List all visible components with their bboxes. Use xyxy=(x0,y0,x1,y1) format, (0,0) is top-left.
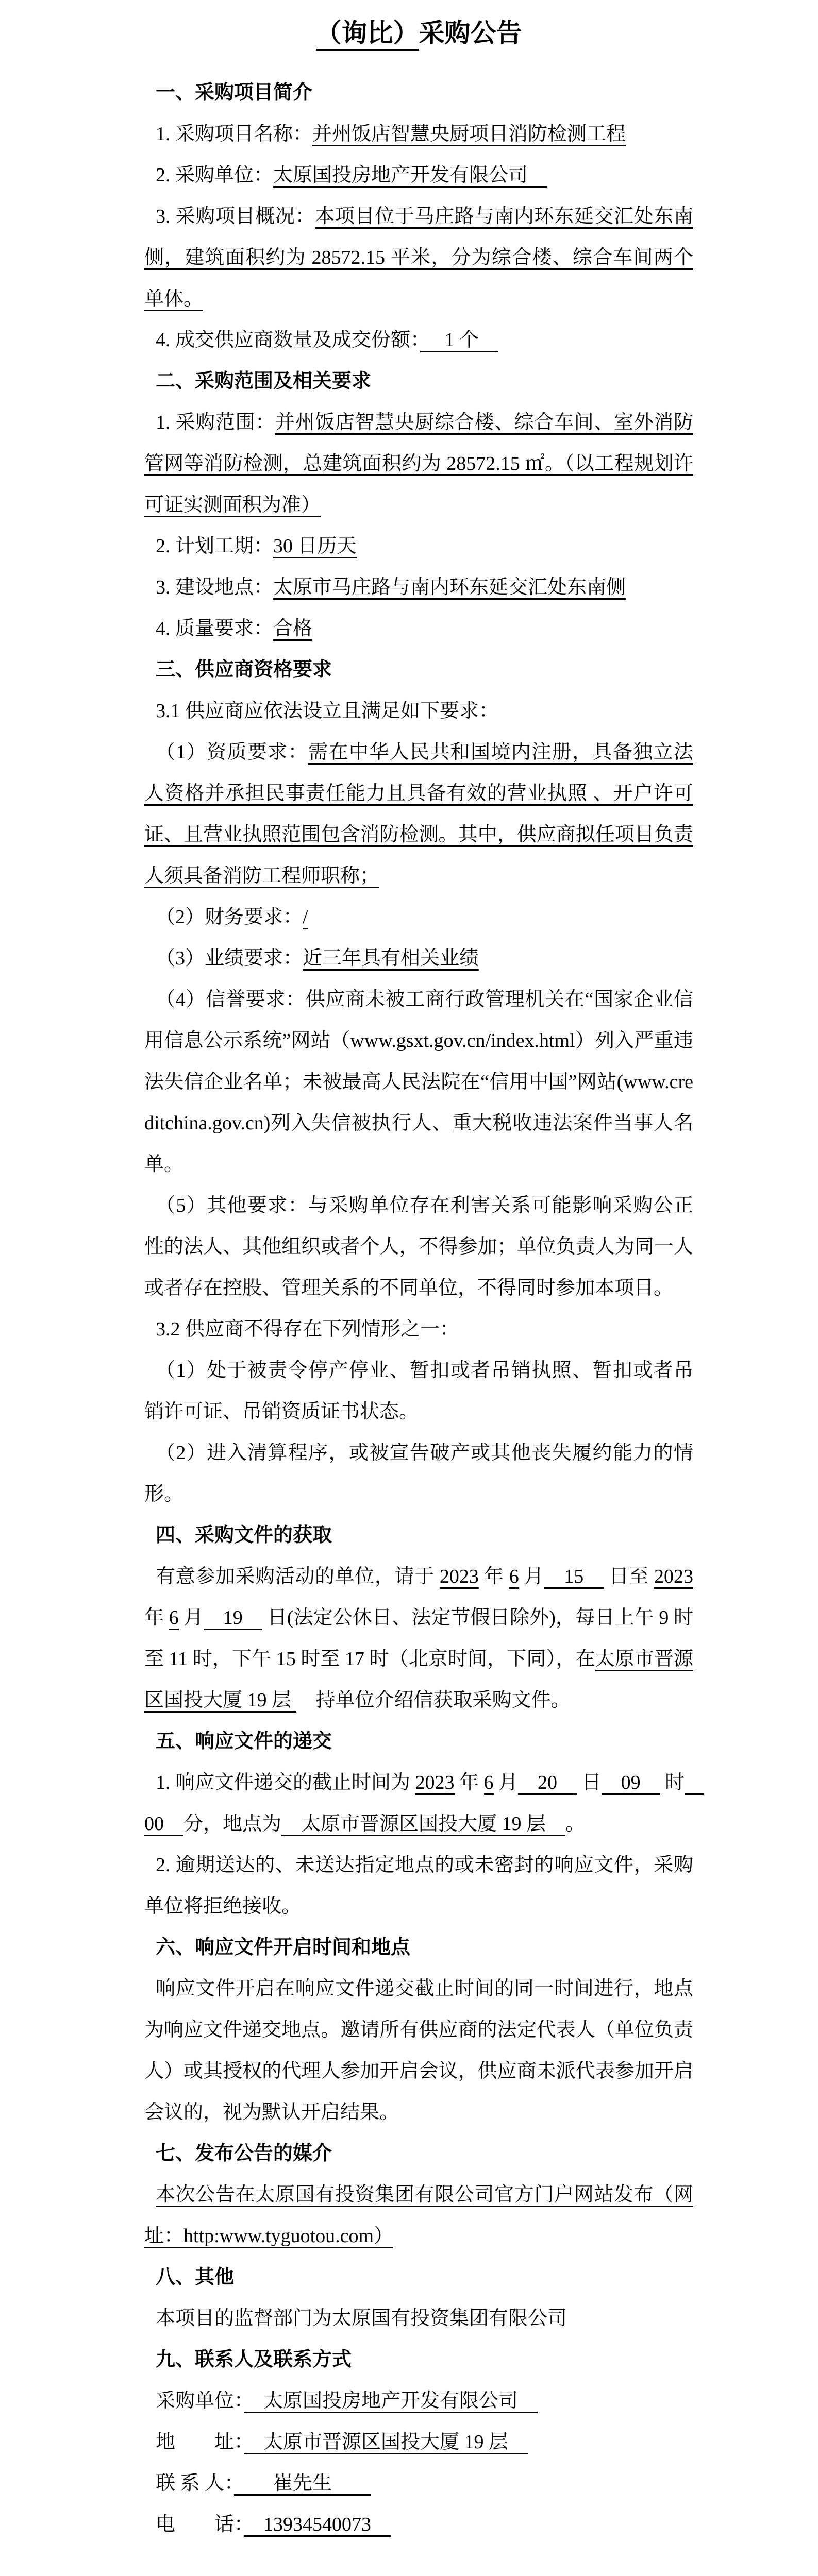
text-run: （2）进入清算程序，或被宣告破产或其他丧失履约能力的情形。 xyxy=(144,1442,693,1505)
paragraph xyxy=(144,319,693,361)
section-heading xyxy=(144,2133,693,2174)
text-run: 1. 采购范围： xyxy=(156,412,275,433)
underlined-value: 并州饭店智慧央厨项目消防检测工程 xyxy=(312,123,626,146)
document-title-underlined: （询比） xyxy=(316,19,419,51)
text-run: 日 xyxy=(577,1772,602,1793)
text-run: （3）业绩要求： xyxy=(156,947,303,969)
text-run: 月 xyxy=(493,1772,519,1793)
text-run: 九、联系人及联系方式 xyxy=(156,2349,352,2370)
text-run: （2）财务要求： xyxy=(156,906,303,928)
text-run: 2. 逾期送达的、未送达指定地点的或未密封的响应文件，采购单位将拒绝接收。 xyxy=(144,1854,693,1917)
text-run: 2. 计划工期： xyxy=(156,535,274,557)
text-run: 1. 采购项目名称： xyxy=(156,123,313,145)
underlined-value: 2023 xyxy=(440,1566,479,1589)
text-run: （1）资质要求： xyxy=(156,741,309,763)
paragraph xyxy=(144,2174,693,2257)
text-run: 3.2 供应商不得存在下列情形之一： xyxy=(156,1318,460,1340)
underlined-value: 太原市晋源区国投大厦 19 层 xyxy=(144,1648,693,1713)
text-run: 3. 采购项目概况： xyxy=(156,206,315,227)
underlined-value: 00 xyxy=(144,1772,704,1836)
text-run: （1）处于被责令停产停业、暂扣或者吊销执照、暂扣或者吊销许可证、吊销资质证书状态。 xyxy=(144,1360,693,1422)
paragraph xyxy=(144,979,693,1185)
underlined-value: 合格 xyxy=(273,618,312,641)
text-run: 地 址： xyxy=(156,2431,244,2453)
text-run: 4. 成交供应商数量及成交份额： xyxy=(156,329,421,351)
paragraph xyxy=(144,938,693,979)
text-run: 电 话： xyxy=(156,2514,244,2535)
section-heading xyxy=(144,1721,693,1762)
text-run: 采购单位： xyxy=(156,2390,244,2412)
underlined-value: 30 日历天 xyxy=(273,535,357,558)
underlined-value: 13934540073 xyxy=(244,2514,391,2537)
paragraph xyxy=(144,2504,693,2545)
paragraph xyxy=(144,402,693,526)
underlined-value: 20 xyxy=(518,1772,577,1795)
text-run: 有意参加采购活动的单位，请于 xyxy=(156,1566,440,1587)
underlined-value: 2023 xyxy=(415,1772,455,1795)
section-heading xyxy=(144,1927,693,1968)
text-run: 六、响应文件开启时间和地点 xyxy=(156,1937,411,1958)
paragraph xyxy=(144,567,693,608)
underlined-value: 太原市晋源区国投大厦 19 层 xyxy=(281,1813,565,1836)
text-run: （5）其他要求：与采购单位存在利害关系可能影响采购公正性的法人、其他组织或者个人，不得参加；单位负责人为同一人或者存在控股、管理关系的不同单位，不得同时参加本项目。 xyxy=(144,1195,693,1299)
text-run: 月 xyxy=(519,1566,544,1587)
paragraph xyxy=(144,1309,693,1350)
paragraph xyxy=(144,526,693,567)
text-run: 一、采购项目简介 xyxy=(156,82,313,104)
text-run: 日至 xyxy=(604,1566,654,1587)
text-run: 八、其他 xyxy=(156,2266,235,2288)
text-run: 三、供应商资格要求 xyxy=(156,659,332,681)
underlined-value: 太原国投房地产开发有限公司 xyxy=(244,2390,538,2413)
underlined-value: / xyxy=(303,906,308,929)
paragraph xyxy=(144,196,693,319)
underlined-value: 近三年具有相关业绩 xyxy=(303,947,479,971)
text-run: 日(法定公休日、法定节假日除外)，每日上午 9 时至 11 时，下午 15 时至 17 时（北京时间，下同），在 xyxy=(144,1607,693,1670)
section-heading xyxy=(144,2257,693,2298)
text-run: 联 系 人： xyxy=(156,2472,235,2494)
underlined-value: 崔先生 xyxy=(234,2472,371,2496)
document-title-rest: 采购公告 xyxy=(419,19,522,47)
underlined-value: 本项目位于马庄路与南内环东延交汇处东南侧，建筑面积约为 28572.15 平米，分为综合楼、综合车间两个单体。 xyxy=(144,206,693,311)
underlined-value: 并州饭店智慧央厨综合楼、综合车间、室外消防管网等消防检测，总建筑面积约为 28572.15 ㎡。（以工程规划许可证实测面积为准） xyxy=(144,412,693,517)
underlined-value: 需在中华人民共和国境内注册，具备独立法人资格并承担民事责任能力且具备有效的营业执照 、开户许可证、且营业执照范围包含消防检测。其中，供应商拟任项目负责人须具备消防工程师职称； xyxy=(144,741,693,888)
underlined-value: 2023 xyxy=(654,1566,693,1589)
section-heading xyxy=(144,361,693,402)
text-run: 2. 采购单位： xyxy=(156,164,274,186)
text-run: 1. 响应文件递交的截止时间为 xyxy=(156,1772,415,1793)
underlined-value: 太原市晋源区国投大厦 19 层 xyxy=(244,2431,528,2454)
text-run: 3. 建设地点： xyxy=(156,577,274,598)
paragraph xyxy=(144,155,693,196)
text-run: 时 xyxy=(660,1772,685,1793)
text-run: 年 xyxy=(478,1566,509,1587)
text-run: 响应文件开启在响应文件递交截止时间的同一时间进行，地点为响应文件递交地点。邀请所有供应商的法定代表人（单位负责人）或其授权的代理人参加开启会议，供应商未派代表参加开启会议的，视为默认开启结果。 xyxy=(144,1978,693,2123)
paragraph xyxy=(144,690,693,732)
text-run: 年 xyxy=(454,1772,484,1793)
text-run: 五、响应文件的递交 xyxy=(156,1731,332,1752)
underlined-value: 6 xyxy=(169,1607,179,1630)
section-heading xyxy=(144,72,693,113)
section-heading xyxy=(144,1515,693,1556)
underlined-value: 15 xyxy=(544,1566,604,1589)
paragraph xyxy=(144,732,693,896)
paragraph xyxy=(144,1432,693,1515)
paragraph xyxy=(144,2421,693,2463)
paragraph xyxy=(144,896,693,938)
text-run: （4）信誉要求：供应商未被工商行政管理机关在“国家企业信用信息公示系统”网站（www.gsxt.gov.cn/index.html）列入严重违法失信企业名单；未被最高人民法院在“信用中国”网站(www.creditchina.gov.cn)列入失信被执行人、重大税收违法案件当事人名单。 xyxy=(144,989,693,1175)
document-title xyxy=(144,14,693,52)
underlined-value: 太原市马庄路与南内环东延交汇处东南侧 xyxy=(273,577,626,600)
text-run: 3.1 供应商应依法设立且满足如下要求： xyxy=(156,700,499,722)
text-run: 分，地点为 xyxy=(183,1813,282,1835)
paragraph xyxy=(144,2380,693,2421)
section-heading xyxy=(144,649,693,690)
text-run: 七、发布公告的媒介 xyxy=(156,2143,332,2164)
paragraph xyxy=(144,1350,693,1432)
paragraph xyxy=(144,113,693,155)
paragraph xyxy=(144,1844,693,1927)
text-run: 二、采购范围及相关要求 xyxy=(156,370,372,392)
text-run: 年 xyxy=(144,1607,169,1629)
paragraph xyxy=(144,1185,693,1309)
underlined-value: 09 xyxy=(602,1772,660,1795)
section-heading xyxy=(144,2339,693,2380)
paragraph xyxy=(144,1556,693,1721)
underlined-value: 19 xyxy=(204,1607,262,1630)
text-run: 4. 质量要求： xyxy=(156,618,274,639)
text-run: 四、采购文件的获取 xyxy=(156,1524,332,1546)
paragraph xyxy=(144,1968,693,2133)
document-body xyxy=(144,72,705,2545)
paragraph xyxy=(144,2298,693,2339)
underlined-value: 1 个 xyxy=(420,329,498,352)
text-run: 持单位介绍信获取采购文件。 xyxy=(296,1689,571,1711)
text-run: 本项目的监督部门为太原国有投资集团有限公司 xyxy=(156,2308,567,2329)
text-run: 。 xyxy=(565,1813,586,1835)
paragraph xyxy=(144,2463,693,2504)
text-run: 月 xyxy=(178,1607,204,1629)
underlined-value: 6 xyxy=(484,1772,494,1795)
paragraph xyxy=(144,608,693,649)
underlined-value: 6 xyxy=(509,1566,519,1589)
underlined-value: 本次公告在太原国有投资集团有限公司官方门户网站发布（网址：http:www.tyguotou.com） xyxy=(144,2184,693,2248)
paragraph xyxy=(144,1762,705,1844)
underlined-value: 太原国投房地产开发有限公司 xyxy=(273,164,547,188)
